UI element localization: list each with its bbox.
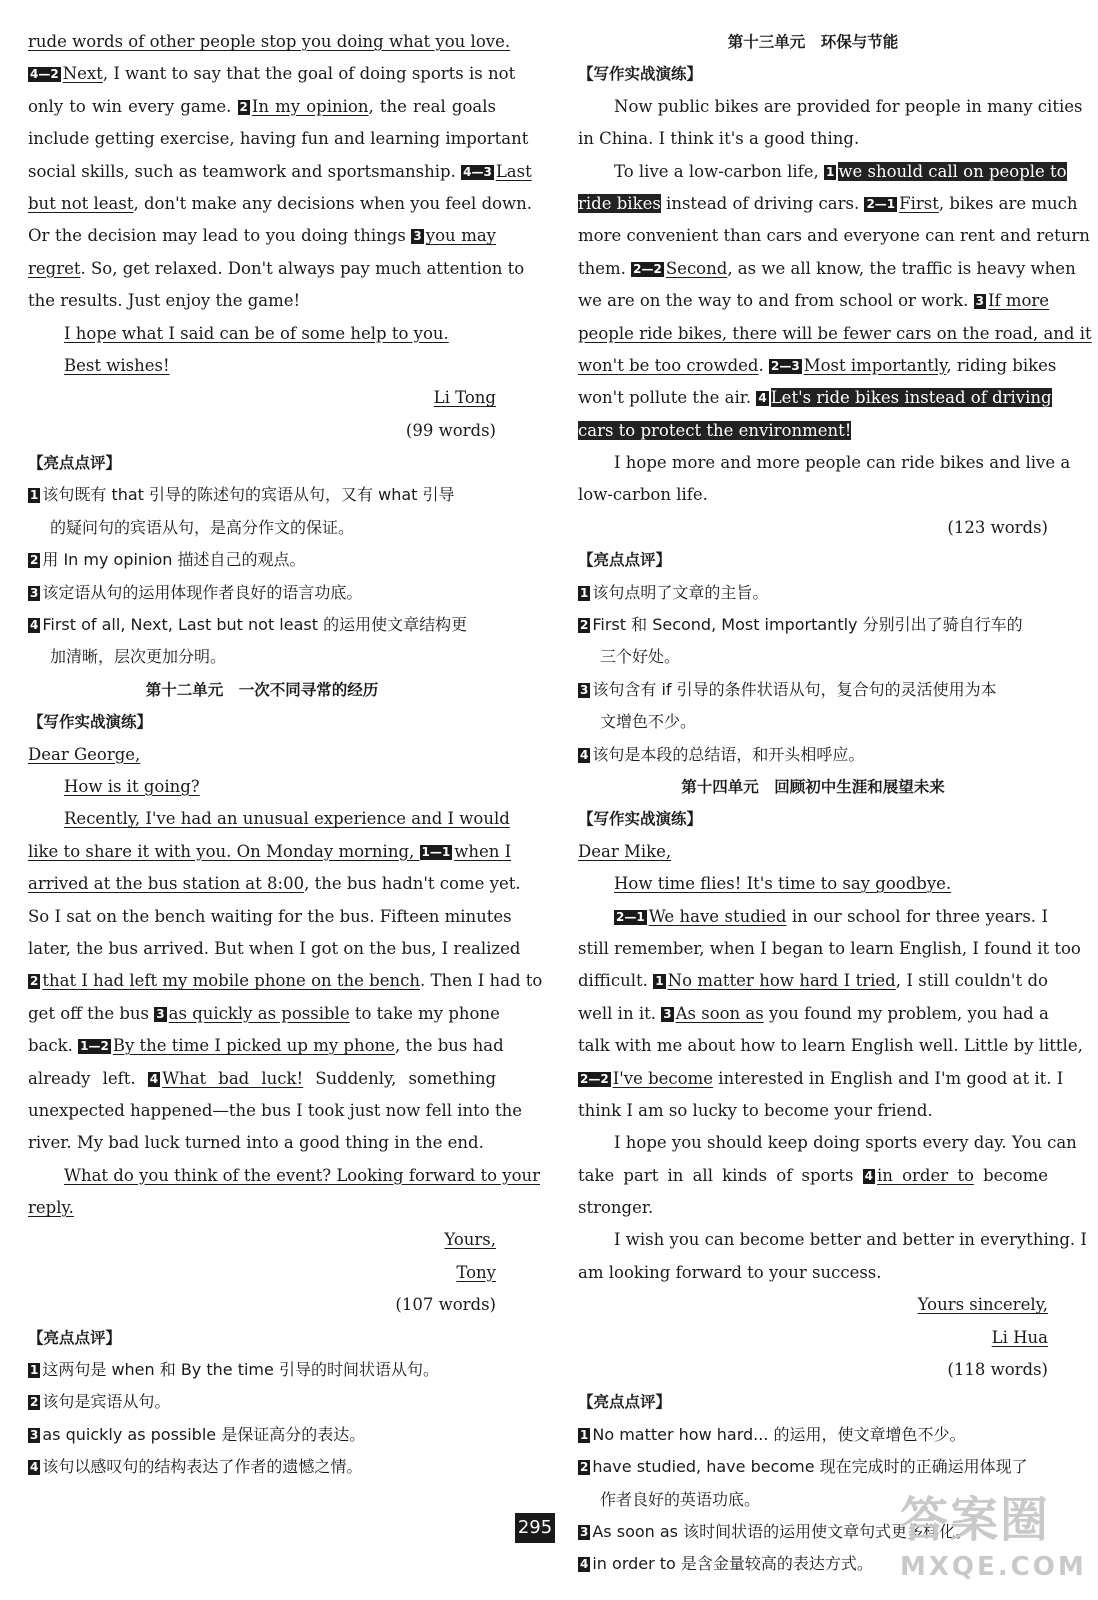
text-line: Now public bikes are provided for people in many cities	[614, 96, 1083, 116]
highlight-phrase: you may	[425, 226, 497, 246]
signature-name: Tony	[456, 1262, 496, 1282]
highlight-phrase: in order to	[877, 1165, 974, 1185]
note-marker: 4	[30, 618, 39, 633]
text-line	[578, 965, 1048, 997]
text: As soon as 该时间状语的运用使文章句式更多样化。	[592, 1521, 972, 1541]
highlight-phrase: we should call on people to	[838, 161, 1067, 181]
unit14-essay	[578, 771, 1087, 1386]
highlight-phrase: Next	[62, 64, 103, 84]
review-item-cont: 三个好处。	[600, 647, 681, 667]
text-line	[578, 156, 1067, 188]
text-line	[28, 188, 533, 220]
review-item	[28, 1386, 496, 1418]
note-marker: 3	[663, 1006, 672, 1021]
signature	[28, 1257, 496, 1289]
review-item	[578, 609, 1048, 641]
review-item	[28, 1451, 496, 1483]
closing-text: Yours sincerely,	[917, 1295, 1048, 1315]
text-line: low-carbon life.	[578, 485, 708, 505]
text-line	[28, 220, 496, 252]
signature	[578, 1322, 1048, 1354]
review-item	[28, 1354, 496, 1386]
note-marker: 3	[30, 1427, 39, 1442]
text-line: rude words of other people stop you doing what you love.	[28, 32, 511, 51]
unit13-essay	[578, 26, 1092, 544]
watermark-logo	[900, 1490, 1087, 1595]
note-marker: 1	[30, 1363, 39, 1378]
page-number: 295	[515, 1513, 555, 1543]
note-marker: 4	[580, 747, 589, 762]
text: well in it.	[578, 1003, 662, 1023]
highlight-phrase: Let's ride bikes instead of driving	[770, 388, 1052, 408]
unit11-essay-ending	[28, 26, 533, 447]
note-marker: 2—1	[616, 909, 645, 924]
highlight-phrase: but not least	[28, 193, 134, 213]
review-item	[28, 479, 496, 511]
highlight-phrase: I've become	[612, 1068, 714, 1088]
text: 该句含有 if 引导的条件状语从句，复合句的灵活使用为本	[592, 679, 997, 699]
text-line	[578, 836, 1048, 868]
text-line: So I sat on the bench waiting for the bus. Fifteen minutes	[28, 906, 512, 926]
review-item	[28, 1419, 496, 1451]
text: only to win every game.	[28, 96, 238, 116]
text-line	[28, 91, 496, 123]
note-marker: 2	[580, 1460, 589, 1475]
note-marker: 1	[580, 1427, 589, 1442]
text: as quickly as possible 是保证高分的表达。	[42, 1424, 366, 1444]
review-section-1	[28, 447, 496, 674]
text: in our school for three years. I	[786, 906, 1048, 926]
section-heading: 【亮点点评】	[28, 454, 122, 473]
unit-title: 第十四单元 回顾初中生涯和展望未来	[681, 777, 945, 796]
note-marker: 4	[149, 1071, 159, 1086]
text-line	[578, 285, 1048, 317]
signature-name: Li Tong	[433, 388, 496, 408]
text: in order to 是含金量较高的表达方式。	[592, 1554, 873, 1574]
text: 用 In my opinion 描述自己的观点。	[42, 550, 306, 570]
note-marker: 2—2	[580, 1071, 609, 1086]
note-marker: 1—1	[421, 844, 451, 859]
section-heading: 【亮点点评】	[28, 1328, 122, 1347]
text-line: Recently, I've had an unusual experience and I would	[64, 809, 510, 829]
text: , as we all know, the traffic is heavy when	[727, 258, 1076, 278]
highlight-phrase: ride bikes	[578, 193, 661, 213]
highlight-phrase: No matter how hard I tried	[667, 971, 896, 991]
text-line	[578, 1063, 1064, 1095]
text-line: people ride bikes, there will be fewer cars on the road, and it	[578, 323, 1092, 343]
note-marker: 4—2	[30, 67, 59, 82]
word-count: (107 words)	[395, 1295, 496, 1315]
note-marker: 2—2	[633, 261, 662, 276]
text: . So, get relaxed. Don't always pay much attention to	[80, 258, 525, 278]
highlight-phrase: By the time I picked up my phone	[112, 1036, 395, 1056]
highlight-phrase: Dear Mike,	[578, 841, 672, 861]
text: To live a low-carbon life,	[614, 161, 825, 181]
text-line: include getting exercise, having fun and learning important	[28, 129, 529, 149]
text-line	[578, 415, 1048, 447]
text: No matter how hard... 的运用，使文章增色不少。	[592, 1424, 966, 1444]
highlight-phrase: In my opinion	[251, 96, 369, 116]
review-item	[578, 577, 1048, 609]
note-marker: 3	[156, 1006, 165, 1021]
text: instead of driving cars.	[660, 193, 865, 213]
highlight-phrase: First	[899, 193, 939, 213]
note-marker: 3	[413, 229, 422, 244]
highlight-phrase: like to share it with you. On Monday morning,	[28, 841, 420, 861]
highlight-phrase: reply.	[28, 1198, 74, 1218]
review-item	[578, 739, 1048, 771]
text-line	[28, 965, 543, 997]
text-line	[28, 253, 525, 285]
text-line	[28, 1030, 504, 1062]
highlight-phrase: How time flies! It's time to say goodbye.	[614, 874, 952, 894]
note-marker: 2—3	[771, 358, 800, 373]
note-marker: 1—2	[80, 1039, 109, 1054]
text: 这两句是 when 和 By the time 引导的时间状语从句。	[42, 1360, 439, 1380]
text-line: river. My bad luck turned into a good thing in the end.	[28, 1133, 484, 1153]
review-item	[28, 609, 496, 641]
text: have studied, have become 现在完成时的正确运用体现了	[592, 1457, 1028, 1477]
highlight-phrase: Most importantly	[803, 355, 947, 375]
text-line	[578, 868, 1048, 900]
note-marker: 4	[580, 1557, 589, 1572]
highlight-phrase: that I had left my mobile phone on the bench	[42, 971, 420, 991]
text: First of all, Next, Last but not least 的运用使文章结构更	[42, 615, 468, 635]
highlight-phrase: won't be too crowded	[578, 355, 759, 375]
text-line	[578, 253, 1076, 285]
highlight-phrase: I hope what I said can be of some help to you.	[64, 323, 449, 343]
text: 该句以感叹句的结构表达了作者的遗憾之情。	[42, 1457, 363, 1477]
closing	[28, 1224, 496, 1256]
text-line	[28, 350, 496, 382]
text-line: later, the bus arrived. But when I got on the bus, I realized	[28, 938, 521, 958]
text: to take my phone	[349, 1003, 500, 1023]
text: 该句是本段的总结语，和开头相呼应。	[592, 744, 865, 764]
text-line	[28, 58, 516, 90]
review-item-cont: 作者良好的英语功底。	[600, 1489, 761, 1509]
note-marker: 3	[580, 682, 589, 697]
text: , I want to say that the goal of doing sports is not	[102, 64, 516, 84]
review-item	[28, 544, 496, 576]
note-marker: 3	[975, 294, 984, 309]
highlight-phrase: Best wishes!	[64, 355, 170, 375]
review-section-2	[28, 1322, 496, 1484]
section-heading: 【写作实战演练】	[578, 65, 703, 84]
unit-title: 第十二单元 一次不同寻常的经历	[145, 680, 379, 699]
highlight-phrase: Second	[665, 258, 728, 278]
text: Suddenly, something	[303, 1068, 497, 1088]
text: , don't make any decisions when you feel down.	[133, 193, 533, 213]
text: , the bus hadn't come yet.	[304, 874, 521, 894]
text: 该定语从句的运用体现作者良好的语言功底。	[42, 582, 363, 602]
closing-text: Yours,	[444, 1230, 496, 1250]
review-item-cont: 加清晰，层次更加分明。	[50, 647, 227, 667]
watermark-logo-text: 答案圈	[900, 1492, 1051, 1548]
highlight-phrase: If more	[987, 291, 1050, 311]
review-item	[28, 577, 496, 609]
text: , the bus had	[394, 1036, 504, 1056]
review-item	[578, 674, 1048, 706]
closing	[578, 1289, 1048, 1321]
text: 该句是宾语从句。	[42, 1392, 171, 1412]
highlight-phrase: As soon as	[675, 1003, 764, 1023]
text-line: in China. I think it's a good thing.	[578, 129, 860, 149]
text-line: unexpected happened—the bus I took just now fell into the	[28, 1100, 522, 1120]
note-marker: 1	[30, 488, 39, 503]
text: back.	[28, 1036, 79, 1056]
note-marker: 2	[30, 974, 39, 989]
section-heading: 【写作实战演练】	[28, 713, 153, 732]
text-line	[578, 382, 1052, 414]
text-line: I wish you can become better and better in everything. I	[614, 1230, 1087, 1250]
text-line: I hope you should keep doing sports every day. You can	[614, 1133, 1077, 1153]
text-line	[578, 350, 1057, 382]
note-marker: 1	[826, 164, 835, 179]
text-line: stronger.	[578, 1198, 654, 1218]
text-line: talk with me about how to learn English well. Little by little,	[578, 1036, 1083, 1056]
text: 该句点明了文章的主旨。	[592, 582, 769, 602]
highlight-phrase: We have studied	[648, 906, 787, 926]
note-marker: 2	[239, 99, 248, 114]
text-line	[28, 739, 496, 771]
note-marker: 4	[30, 1460, 39, 1475]
note-marker: 3	[30, 585, 39, 600]
review-item-cont: 文增色不少。	[600, 712, 697, 732]
text-line	[28, 156, 532, 188]
review-item-cont: 的疑问句的宾语从句，是高分作文的保证。	[50, 517, 355, 537]
highlight-phrase: Last	[495, 161, 532, 181]
text: , bikes are much	[938, 193, 1078, 213]
text: take part in all kinds of sports	[578, 1165, 863, 1185]
text: become	[973, 1165, 1048, 1185]
text-line	[28, 836, 512, 868]
text: interested in English and I'm good at it. I	[713, 1068, 1064, 1088]
text: already left.	[28, 1068, 148, 1088]
text: Or the decision may lead to you doing things	[28, 226, 412, 246]
text-line	[578, 188, 1078, 220]
text: , the real goals	[368, 96, 496, 116]
note-marker: 3	[580, 1524, 589, 1539]
text-line	[578, 1160, 1048, 1192]
text-line: think I am so lucky to become your friend.	[578, 1100, 933, 1120]
highlight-phrase: cars to protect the environment!	[578, 420, 852, 440]
section-heading: 【写作实战演练】	[578, 810, 703, 829]
text: , riding bikes	[946, 355, 1057, 375]
word-count: (99 words)	[405, 420, 496, 440]
note-marker: 1	[655, 974, 664, 989]
text-line	[28, 1063, 496, 1095]
text-line	[28, 318, 496, 350]
text-line: am looking forward to your success.	[578, 1262, 882, 1282]
note-marker: 1	[580, 585, 589, 600]
text: First 和 Second, Most importantly 分别引出了骑自行车的	[592, 615, 1023, 635]
text: 该句既有 that 引导的陈述句的宾语从句，又有 what 引导	[42, 485, 455, 505]
note-marker: 2	[30, 1395, 39, 1410]
text: you found my problem, you had a	[763, 1003, 1049, 1023]
text-line: the results. Just enjoy the game!	[28, 291, 301, 311]
text-line: What do you think of the event? Looking forward to your	[64, 1165, 541, 1185]
highlight-phrase: Dear George,	[28, 744, 141, 764]
text: . Then I had to	[419, 971, 543, 991]
note-marker: 2—1	[866, 196, 896, 211]
text: , I still couldn't do	[895, 971, 1048, 991]
text: social skills, such as teamwork and sportsmanship.	[28, 161, 462, 181]
review-item	[578, 1419, 1048, 1451]
text-line	[578, 998, 1048, 1030]
review-item	[578, 1451, 1048, 1483]
review-section-3	[578, 544, 1048, 771]
text: them.	[578, 258, 632, 278]
right-column	[578, 26, 1092, 1581]
highlight-phrase: when I	[454, 841, 512, 861]
left-column	[28, 26, 543, 1484]
note-marker: 4	[758, 391, 767, 406]
signature-name: Li Hua	[991, 1327, 1048, 1347]
text: we are on the way to and from school or work.	[578, 291, 974, 311]
highlight-phrase: as quickly as possible	[168, 1003, 350, 1023]
note-marker: 2	[30, 553, 39, 568]
text: won't pollute the air.	[578, 388, 757, 408]
text-line: still remember, when I began to learn English, I found it too	[578, 938, 1081, 958]
word-count: (118 words)	[947, 1360, 1048, 1380]
highlight-phrase: How is it going?	[64, 776, 200, 796]
text-line	[28, 868, 521, 900]
unit12-essay	[28, 674, 543, 1322]
text-line: I hope more and more people can ride bikes and live a	[614, 453, 1071, 473]
highlight-phrase: What bad luck!	[162, 1068, 304, 1088]
highlight-phrase: regret	[28, 258, 81, 278]
note-marker: 2	[580, 618, 589, 633]
highlight-phrase: arrived at the bus station at 8:00	[28, 874, 305, 894]
text-line	[28, 771, 496, 803]
note-marker: 4	[864, 1168, 874, 1183]
watermark-site: MXQE.COM	[900, 1552, 1087, 1582]
text: .	[758, 355, 769, 375]
unit-title: 第十三单元 环保与节能	[727, 33, 899, 51]
text: get off the bus	[28, 1003, 155, 1023]
section-heading: 【亮点点评】	[578, 551, 672, 570]
note-marker: 4—3	[463, 164, 492, 179]
signature	[28, 382, 496, 414]
text: difficult.	[578, 971, 654, 991]
text-line	[578, 901, 1048, 933]
text-line	[28, 998, 500, 1030]
text-line	[28, 1192, 496, 1224]
text-line: more convenient than cars and everyone can rent and return	[578, 226, 1090, 246]
word-count: (123 words)	[947, 517, 1048, 537]
section-heading: 【亮点点评】	[578, 1393, 672, 1412]
